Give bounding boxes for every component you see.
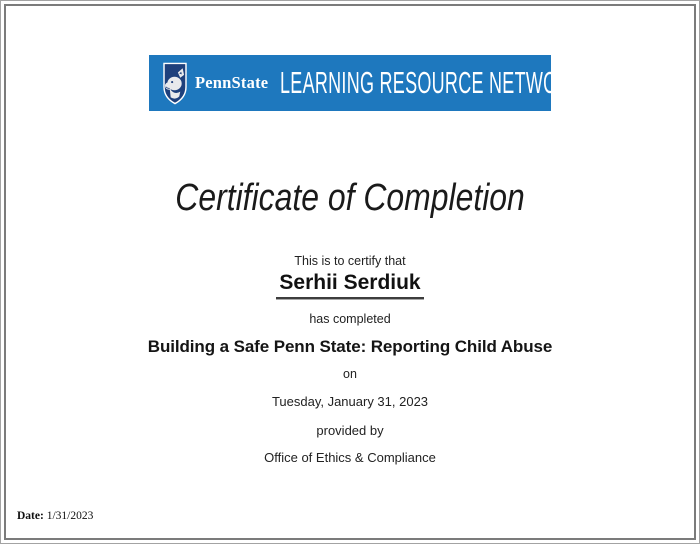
completed-line: has completed [309,312,391,326]
footer-date-label: Date: [17,510,44,522]
course-title: Building a Safe Penn State: Reporting Child Abuse [147,337,553,356]
banner-title: LEARNING RESOURCE NETWORK [280,65,584,100]
on-label: on [343,367,357,381]
pennstate-shield-icon [162,62,188,105]
certify-line: This is to certify that [294,254,406,268]
provider-name: Office of Ethics & Compliance [264,450,436,465]
footer-date-value: 1/31/2023 [46,510,94,522]
certificate-title: Certificate of Completion [175,177,525,219]
provided-by-label: provided by [316,423,384,438]
footer-date [17,510,93,522]
header-banner [149,55,584,111]
pennstate-wordmark: PennState [195,73,269,92]
completion-date: Tuesday, January 31, 2023 [271,394,429,409]
recipient-name: Serhii Serdiuk [0,271,700,299]
